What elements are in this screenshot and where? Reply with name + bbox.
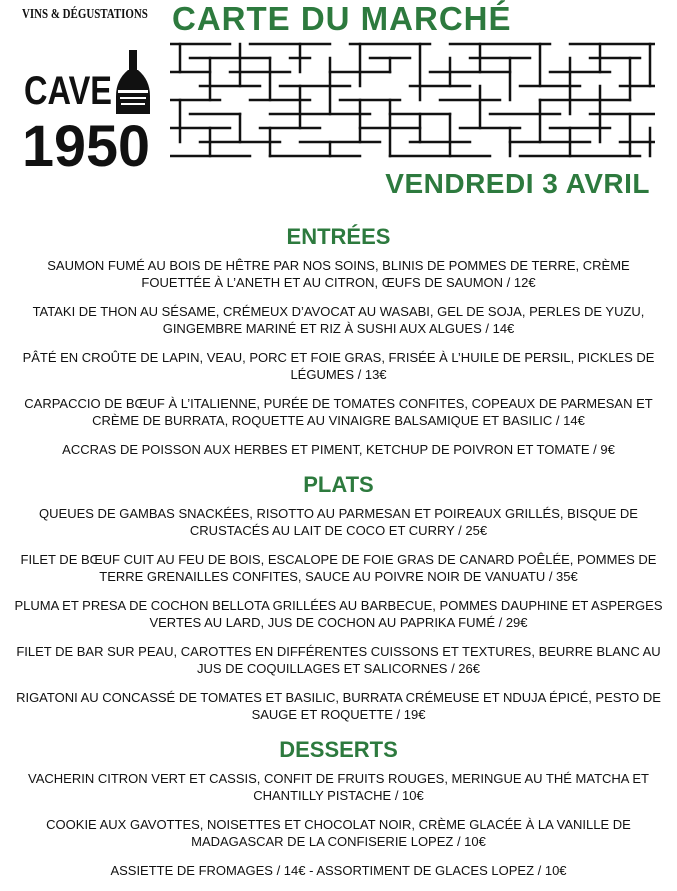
dish-item: TATAKI DE THON AU SÉSAME, CRÉMEUX D’AVOCAT AU WASABI, GEL DE SOJA, PERLES DE YUZU, GINGEMBRE MARINÉ ET RIZ À SUSHI AUX ALGUES / 14€	[32, 304, 645, 336]
logo-year-text: 1950	[22, 114, 150, 172]
dish-item: FILET DE BAR SUR PEAU, CAROTTES EN DIFFÉRENTES CUISSONS ET TEXTURES, BEURRE BLANC AU JUS DE COQUILLAGES ET SALICORNES / 26€	[16, 644, 661, 676]
dish-item: VACHERIN CITRON VERT ET CASSIS, CONFIT DE FRUITS ROUGES, MERINGUE AU THÉ MATCHA ET CHANTILLY PISTACHE / 10€	[28, 771, 649, 803]
dish-item: COOKIE AUX GAVOTTES, NOISETTES ET CHOCOLAT NOIR, CRÈME GLACÉE À LA VANILLE DE MADAGASCAR DE LA CONFISERIE LOPEZ / 10€	[46, 817, 631, 849]
section-title: DESSERTS	[279, 737, 398, 762]
menu-date: VENDREDI 3 AVRIL	[385, 168, 650, 199]
dish-item: PLUMA ET PRESA DE COCHON BELLOTA GRILLÉES AU BARBECUE, POMMES DAUPHINE ET ASPERGES VERTES AU LARD, JUS DE COCHON AU PAPRIKA FUMÉ / 29€	[14, 598, 663, 630]
dish-item: SAUMON FUMÉ AU BOIS DE HÊTRE PAR NOS SOINS, BLINIS DE POMMES DE TERRE, CRÈME FOUETTÉE À L’ANETH ET AU CITRON, ŒUFS DE SAUMON / 12€	[47, 258, 630, 290]
dish-item: QUEUES DE GAMBAS SNACKÉES, RISOTTO AU PARMESAN ET POIREAUX GRILLÉS, BISQUE DE CRUSTACÉS AU LAIT DE COCO ET CURRY / 25€	[39, 506, 638, 538]
dish-item: PÂTÉ EN CROÛTE DE LAPIN, VEAU, PORC ET FOIE GRAS, FRISÉE À L’HUILE DE PERSIL, PICKLES DE LÉGUMES / 13€	[22, 350, 655, 382]
menu-body	[0, 222, 677, 891]
logo-cave-text: CAVE	[24, 69, 112, 113]
dish-item: ACCRAS DE POISSON AUX HERBES ET PIMENT, KETCHUP DE POIVRON ET TOMATE / 9€	[62, 442, 615, 457]
dish-item: ASSIETTE DE FROMAGES / 14€ - ASSORTIMENT DE GLACES LOPEZ / 10€	[110, 863, 567, 878]
dish-item: RIGATONI AU CONCASSÉ DE TOMATES ET BASILIC, BURRATA CRÉMEUSE ET NDUJA ÉPICÉ, PESTO DE SAUGE ET ROQUETTE / 19€	[16, 690, 661, 722]
tagline: VINS & DÉGUSTATIONS	[22, 7, 148, 22]
maze-pattern-decoration	[170, 38, 655, 160]
section-title: PLATS	[303, 472, 374, 497]
dish-item: FILET DE BŒUF CUIT AU FEU DE BOIS, ESCALOPE DE FOIE GRAS DE CANARD POÊLÉE, POMMES DE TERRE GRENAILLES CONFITES, SAUCE AU POIVRE NOIR DE VANUATU / 35€	[20, 552, 657, 584]
wine-bottle-icon	[116, 50, 150, 114]
section-entrees	[0, 222, 677, 458]
page-title: CARTE DU MARCHÉ	[172, 0, 512, 37]
section-desserts	[0, 735, 677, 879]
dish-item: CARPACCIO DE BŒUF À L’ITALIENNE, PURÉE DE TOMATES CONFITES, COPEAUX DE PARMESAN ET CRÈME DE BURRATA, ROQUETTE AU VINAIGRE BALSAMIQUE ET BASILIC / 14€	[24, 396, 653, 428]
section-title: ENTRÉES	[286, 224, 391, 249]
cave-1950-logo	[22, 48, 152, 172]
section-plats	[0, 470, 677, 723]
